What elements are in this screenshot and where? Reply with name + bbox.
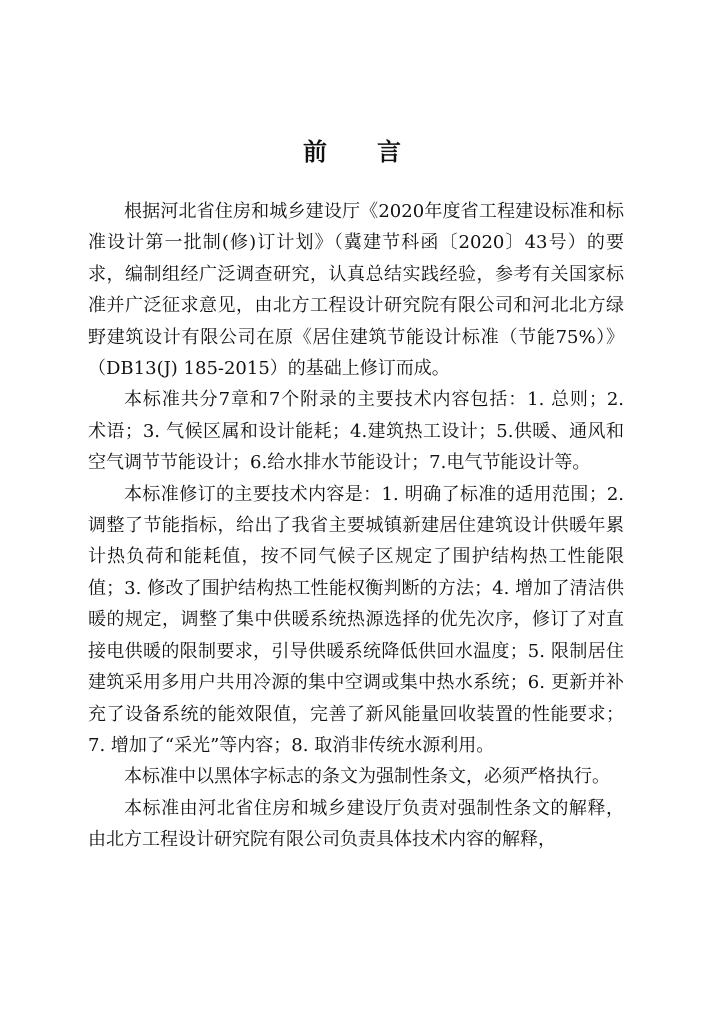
paragraph-responsibility: 本标准由河北省住房和城乡建设厅负责对强制性条文的解释，由北方工程设计研究院有限公司负责具体技术内容的解释， (88, 797, 624, 851)
title-char-1: 前 (303, 137, 329, 166)
paragraph-origin: 根据河北省住房和城乡建设厅《2020年度省工程建设标准和标准设计第一批制(修)订计划》（冀建节科函〔2020〕43号）的要求，编制组经广泛调查研究，认真总结实践经验，参考有关国家标准并广泛征求意见，由北方工程设计研究院有限公司和河北北方绿野建筑设计有限公司在原《居住建筑节能设计标准（节能75%）》（DB13(J) 185-2015）的基础上修订而成。 (88, 201, 624, 380)
paragraph-mandatory: 本标准中以黑体字标志的条文为强制性条文，必须严格执行。 (124, 766, 610, 788)
paragraph-revisions: 本标准修订的主要技术内容是：1. 明确了标准的适用范围；2. 调整了节能指标，给出了我省主要城镇新建居住建筑设计供暖年累计热负荷和能耗值，按不同气候子区规定了围护结构热工性能限值；3. 修改了围护结构热工性能权衡判断的方法；4. 增加了清洁供暖的规定，调整了集中供暖系统热源选择的优先次序，修订了对直接电供暖的限制要求，引导供暖系统降低供回水温度；5. 限制居住建筑采用多用户共用冷源的集中空调或集中热水系统；6. 更新并补充了设备系统的能效限值，完善了新风能量回收装置的性能要求；7. 增加了“采光”等内容；8. 取消非传统水源利用。 (88, 483, 624, 756)
title-char-2: 言 (377, 137, 403, 166)
paragraph-contents: 本标准共分7章和7个附录的主要技术内容包括：1. 总则；2. 术语；3. 气候区属和设计能耗；4.建筑热工设计；5.供暖、通风和空气调节节能设计；6.给水排水节能设计；7.电气节能设计等。 (88, 389, 624, 474)
page-title (0, 136, 706, 168)
preface-body (88, 196, 624, 856)
